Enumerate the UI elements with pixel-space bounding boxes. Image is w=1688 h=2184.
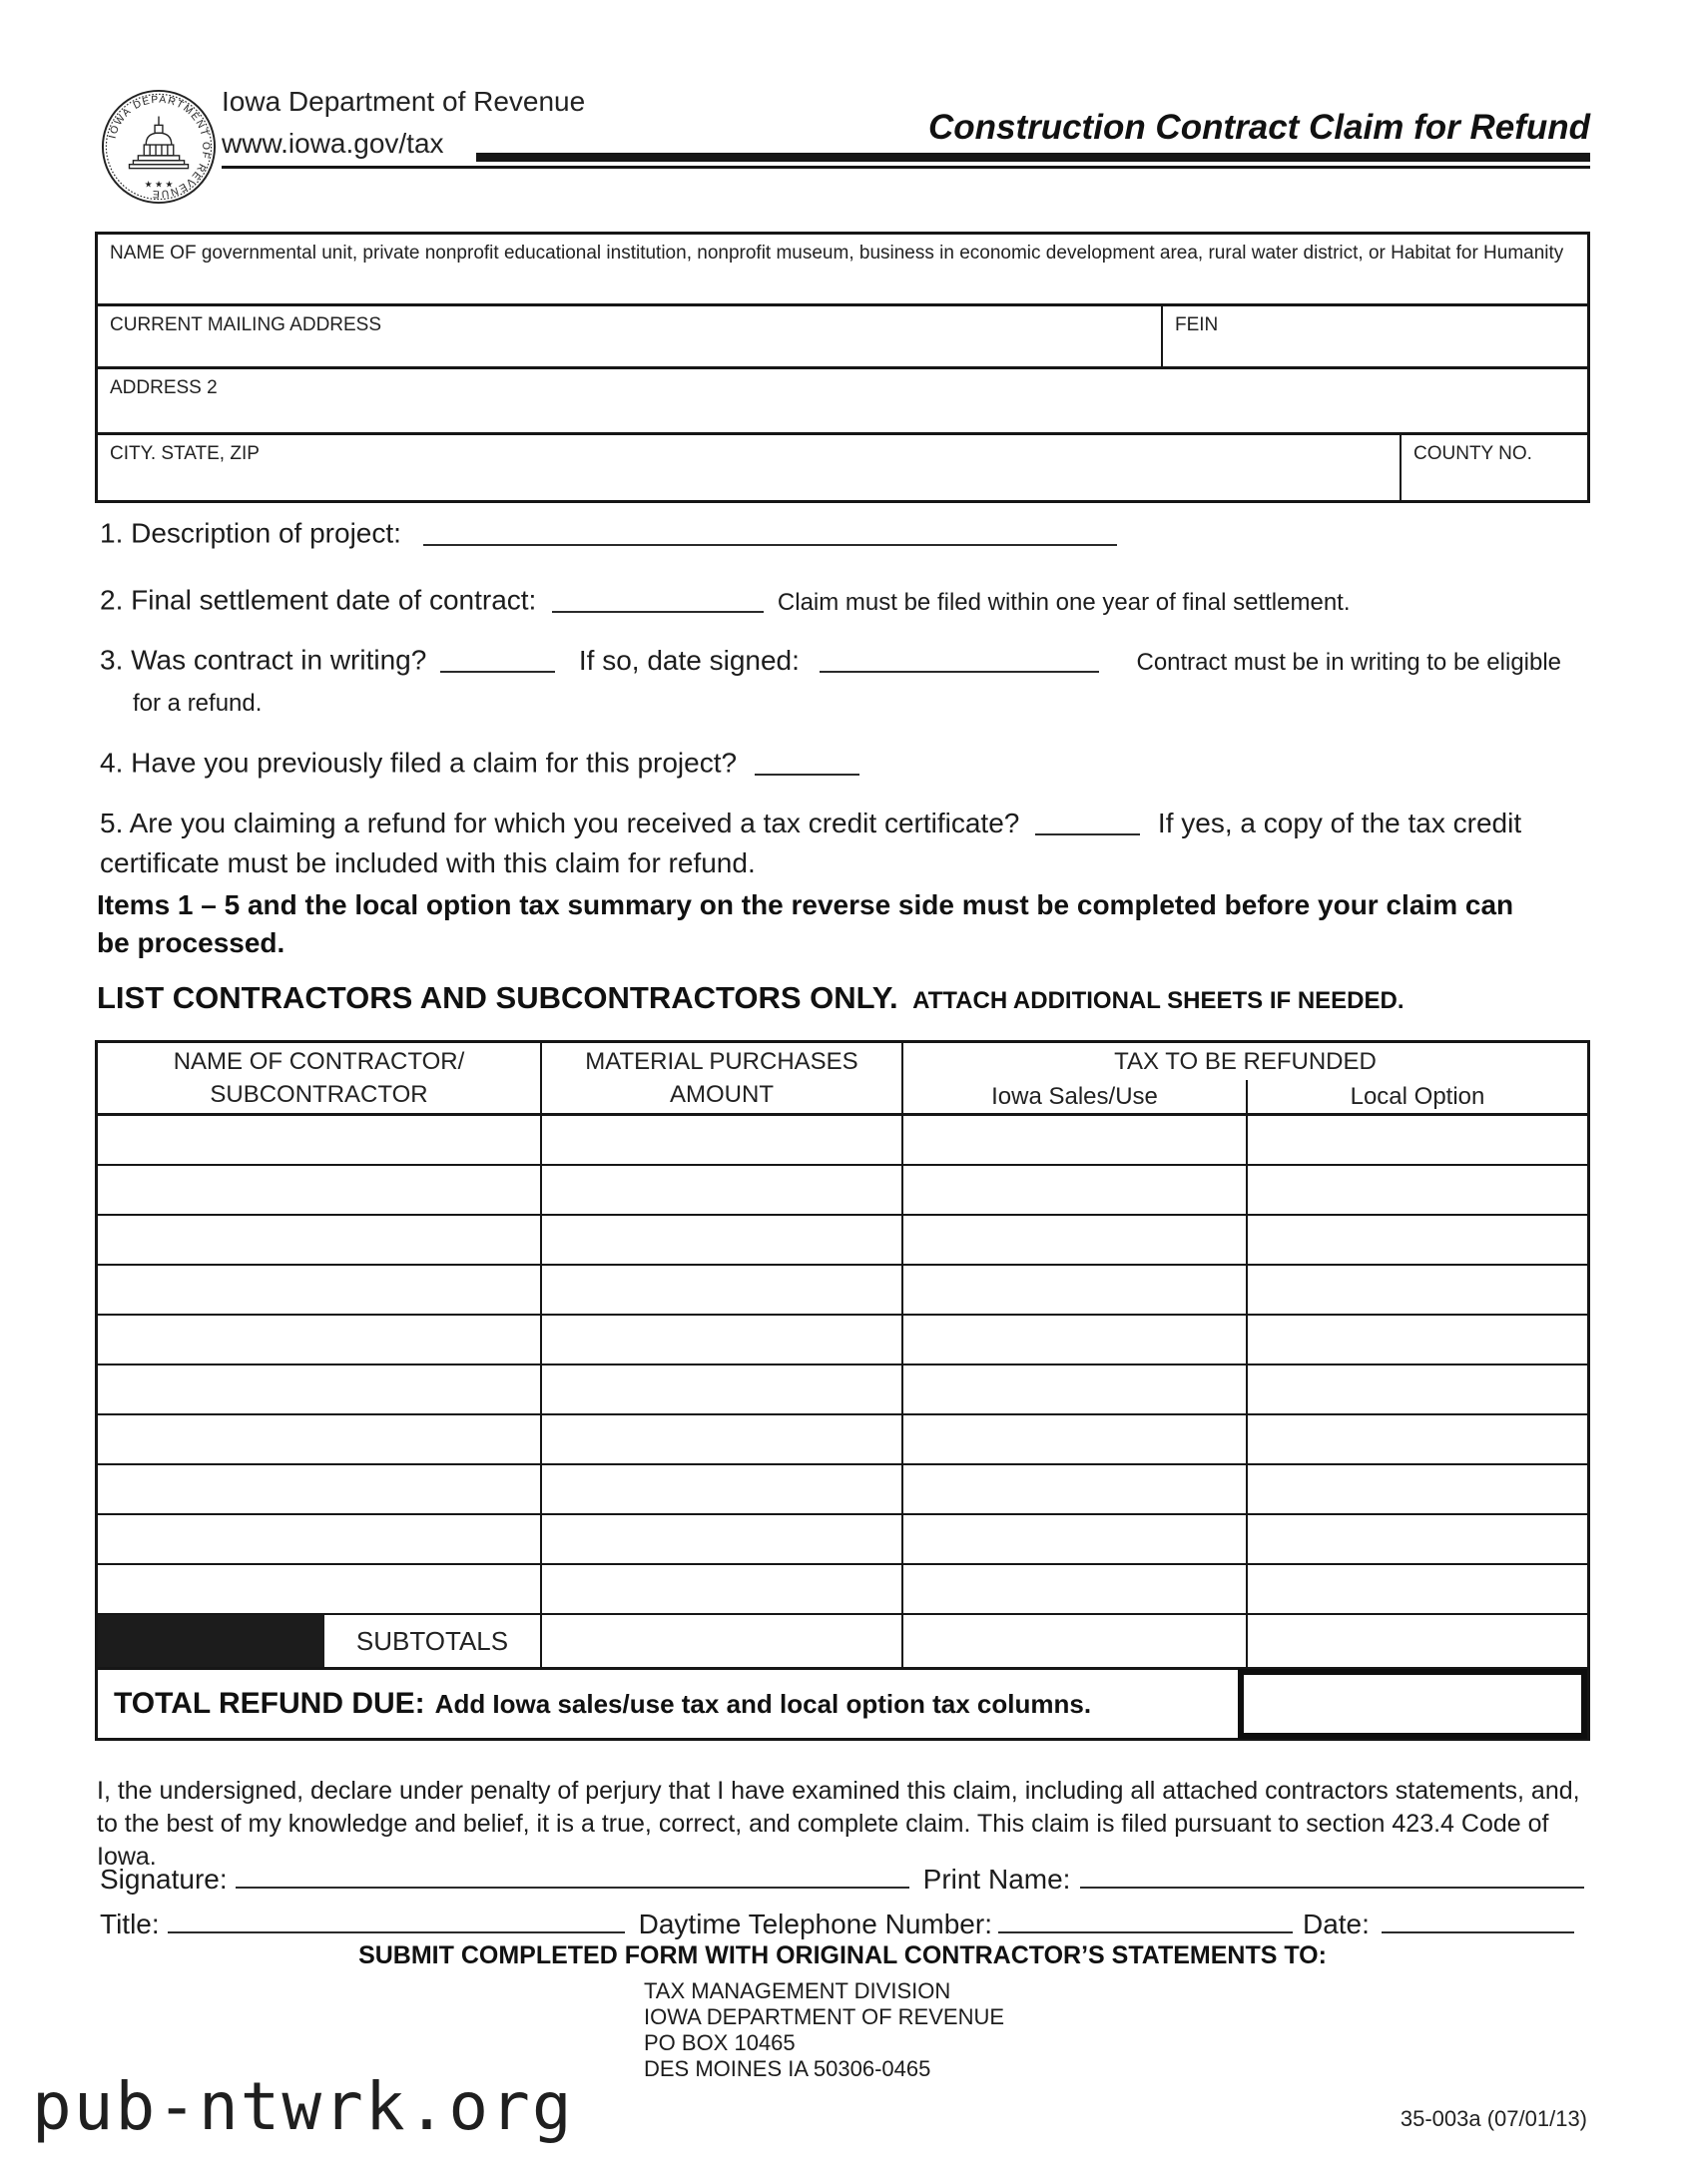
contractors-heading-note: ATTACH ADDITIONAL SHEETS IF NEEDED. [912,987,1405,1014]
column-header-iowa-sales-use: Iowa Sales/Use [903,1080,1248,1113]
subtotal-iowa-sales-use-cell[interactable] [903,1615,1248,1667]
total-refund-amount-box[interactable] [1238,1669,1587,1739]
local-option-cell[interactable] [1248,1266,1587,1314]
contractors-table-header [98,1043,1587,1116]
capitol-dome-icon [130,117,189,169]
contractor-name-cell[interactable] [98,1365,542,1413]
column-header-local-option: Local Option [1350,1082,1485,1110]
contractor-table-row [98,1316,1587,1365]
subtotal-material-cell[interactable] [542,1615,903,1667]
fein-label: FEIN [1175,314,1219,335]
address-line-pobox: PO BOX 10465 [644,2030,796,2055]
header-rule-thick [476,153,1590,162]
address-line-division: TAX MANAGEMENT DIVISION [644,1978,951,2003]
iowa-sales-use-cell[interactable] [903,1565,1248,1613]
item-2-note: Claim must be filed within one year of final settlement. [777,588,1351,616]
title-blank[interactable] [168,1904,625,1933]
completion-notice: Items 1 – 5 and the local option tax summary on the reverse side must be completed before your claim can be processed. [97,889,1514,958]
form-number: 35-003a (07/01/13) [1400,2106,1587,2131]
iowa-sales-use-cell[interactable] [903,1266,1248,1314]
material-amount-cell[interactable] [542,1365,903,1413]
material-amount-cell[interactable] [542,1465,903,1513]
contractors-section-heading [97,980,1405,1016]
item-3-note-continued: for a refund. [133,690,263,717]
item-1-blank[interactable] [423,517,1117,546]
title-label: Title: [100,1909,160,1939]
contractor-table-row [98,1415,1587,1465]
city-state-zip-field-cell[interactable] [98,435,1400,500]
column-header-tax-label: TAX TO BE REFUNDED [1114,1047,1377,1075]
item-4-label: 4. Have you previously filed a claim for this project? [100,747,738,779]
mailing-address-label: CURRENT MAILING ADDRESS [110,314,382,335]
seal-ring-text: IOWA DEPARTMENT OF REVENUE [107,94,212,200]
subtotals-blackout-box [98,1615,324,1667]
material-amount-cell[interactable] [542,1216,903,1264]
item-3-writing-blank[interactable] [440,644,555,673]
contractor-name-cell[interactable] [98,1515,542,1563]
contractor-name-cell[interactable] [98,1166,542,1214]
form-title: Construction Contract Claim for Refund [927,108,1590,147]
info-row-address [98,306,1587,369]
local-option-cell[interactable] [1248,1316,1587,1364]
subtotal-local-option-cell[interactable] [1248,1615,1587,1667]
iowa-department-of-revenue-seal-icon [100,88,218,206]
signature-label: Signature: [100,1864,228,1895]
total-refund-label: TOTAL REFUND DUE: [114,1687,425,1720]
contractor-table-row [98,1565,1587,1615]
address2-label: ADDRESS 2 [110,377,218,398]
contractor-name-cell[interactable] [98,1415,542,1463]
iowa-sales-use-cell[interactable] [903,1465,1248,1513]
item-3-note: Contract must be in writing to be eligible [1136,648,1562,676]
column-header-name-line2: SUBCONTRACTOR [210,1081,428,1108]
iowa-sales-use-cell[interactable] [903,1116,1248,1164]
agency-name: Iowa Department of Revenue [222,86,586,117]
material-amount-cell[interactable] [542,1515,903,1563]
address2-field-cell[interactable] [98,369,1587,432]
print-name-label: Print Name: [922,1864,1071,1895]
watermark: pub-ntwrk.org [32,2068,574,2145]
info-row-city [98,435,1587,500]
total-refund-instruction: Add Iowa sales/use tax and local option tax columns. [434,1688,1092,1719]
local-option-cell[interactable] [1248,1365,1587,1413]
address-line-city: DES MOINES IA 50306-0465 [644,2056,931,2081]
item-5-blank[interactable] [1035,807,1140,835]
total-refund-row [98,1670,1587,1738]
perjury-declaration: I, the undersigned, declare under penalty of perjury that I have examined this claim, including all attached contractors statements, and, to the best of my knowledge and belief, it is a true, correct, and complete claim. This claim is filed pursuant to section 423.4 Code of Iowa. [97,1777,1580,1871]
item-4 [100,747,859,780]
item-1-label: 1. Description of project: [100,517,401,549]
iowa-sales-use-cell[interactable] [903,1316,1248,1364]
mailing-address-field-cell[interactable] [98,306,1161,366]
local-option-cell[interactable] [1248,1565,1587,1613]
iowa-sales-use-cell[interactable] [903,1515,1248,1563]
local-option-cell[interactable] [1248,1166,1587,1214]
local-option-cell[interactable] [1248,1465,1587,1513]
contractor-name-cell[interactable] [98,1216,542,1264]
title-phone-date-row [100,1904,1574,1940]
column-header-tax-subrow [903,1080,1587,1113]
seal-stars: ★ ★ ★ [144,179,174,190]
contractor-table-row [98,1515,1587,1565]
item-1 [100,517,1117,550]
info-row-address2 [98,369,1587,435]
material-amount-cell[interactable] [542,1415,903,1463]
contractor-table-row [98,1465,1587,1515]
submit-instructions-heading: SUBMIT COMPLETED FORM WITH ORIGINAL CONTRACTOR’S STATEMENTS TO: [358,1941,1327,1969]
name-field-label: NAME OF governmental unit, private nonprofit educational institution, nonprofit museum, business in economic development area, rural water district, or Habitat for Humanity [110,243,1564,264]
iowa-sales-use-cell[interactable] [903,1365,1248,1413]
item-5-tail: If yes, a copy of the tax credit certificate must be included with this claim for refund. [100,808,1522,878]
county-no-field-cell[interactable] [1400,435,1587,500]
material-amount-cell[interactable] [542,1166,903,1214]
item-2-blank[interactable] [552,584,764,613]
city-state-zip-label: CITY. STATE, ZIP [110,443,260,464]
material-amount-cell[interactable] [542,1565,903,1613]
local-option-cell[interactable] [1248,1415,1587,1463]
column-header-name [98,1043,542,1113]
item-3-mid-label: If so, date signed: [578,644,800,676]
subtotals-label-cell [98,1615,542,1667]
date-label: Date: [1302,1909,1370,1939]
item-3-label: 3. Was contract in writing? [100,644,427,676]
material-amount-cell[interactable] [542,1316,903,1364]
column-header-material-line1: MATERIAL PURCHASES [585,1048,858,1075]
material-amount-cell[interactable] [542,1266,903,1314]
fein-field-cell[interactable] [1161,306,1587,366]
claimant-info-table [95,232,1590,503]
item-5 [100,804,1577,883]
contractor-table-row [98,1216,1587,1266]
iowa-sales-use-cell[interactable] [903,1166,1248,1214]
local-option-cell[interactable] [1248,1515,1587,1563]
item-3-date-blank[interactable] [820,644,1099,673]
contractor-name-cell[interactable] [98,1465,542,1513]
material-amount-cell[interactable] [542,1116,903,1164]
signature-blank[interactable] [236,1859,909,1889]
header-rule-thin [222,166,1590,169]
signature-row [100,1859,1584,1896]
agency-website-link[interactable]: www.iowa.gov/tax [222,128,444,159]
address-line-department: IOWA DEPARTMENT OF REVENUE [644,2004,1005,2029]
item-2 [100,584,1351,617]
subtotals-label: SUBTOTALS [355,1625,509,1656]
contractor-table-row [98,1365,1587,1415]
phone-label: Daytime Telephone Number: [638,1909,992,1939]
phone-blank[interactable] [998,1904,1293,1933]
contractor-table-row [98,1266,1587,1316]
contractors-table-body [98,1116,1587,1615]
local-option-cell[interactable] [1248,1216,1587,1264]
contractor-name-cell[interactable] [98,1316,542,1364]
column-header-material-line2: AMOUNT [670,1081,774,1108]
iowa-sales-use-cell[interactable] [903,1216,1248,1264]
contractors-table [95,1040,1590,1741]
contractor-table-row [98,1116,1587,1166]
column-header-name-line1: NAME OF CONTRACTOR/ [173,1048,465,1075]
name-field-cell[interactable] [98,235,1587,303]
contractor-name-cell[interactable] [98,1116,542,1164]
print-name-blank[interactable] [1080,1859,1584,1889]
iowa-sales-use-cell[interactable] [903,1415,1248,1463]
county-no-label: COUNTY NO. [1413,443,1532,464]
contractor-name-cell[interactable] [98,1266,542,1314]
item-3 [100,644,1561,677]
info-row-name [98,235,1587,306]
item-4-blank[interactable] [755,747,859,776]
contractor-table-row [98,1166,1587,1216]
date-blank[interactable] [1382,1904,1574,1933]
item-2-label: 2. Final settlement date of contract: [100,584,537,616]
column-header-material [542,1043,903,1113]
mailing-address-block [644,1978,1004,2082]
item-5-label: 5. Are you claiming a refund for which you received a tax credit certificate? [100,808,1020,838]
contractor-name-cell[interactable] [98,1565,542,1613]
local-option-cell[interactable] [1248,1116,1587,1164]
subtotals-row [98,1615,1587,1670]
column-header-tax-group [903,1043,1587,1113]
contractors-heading-main: LIST CONTRACTORS AND SUBCONTRACTORS ONLY. [97,980,898,1015]
